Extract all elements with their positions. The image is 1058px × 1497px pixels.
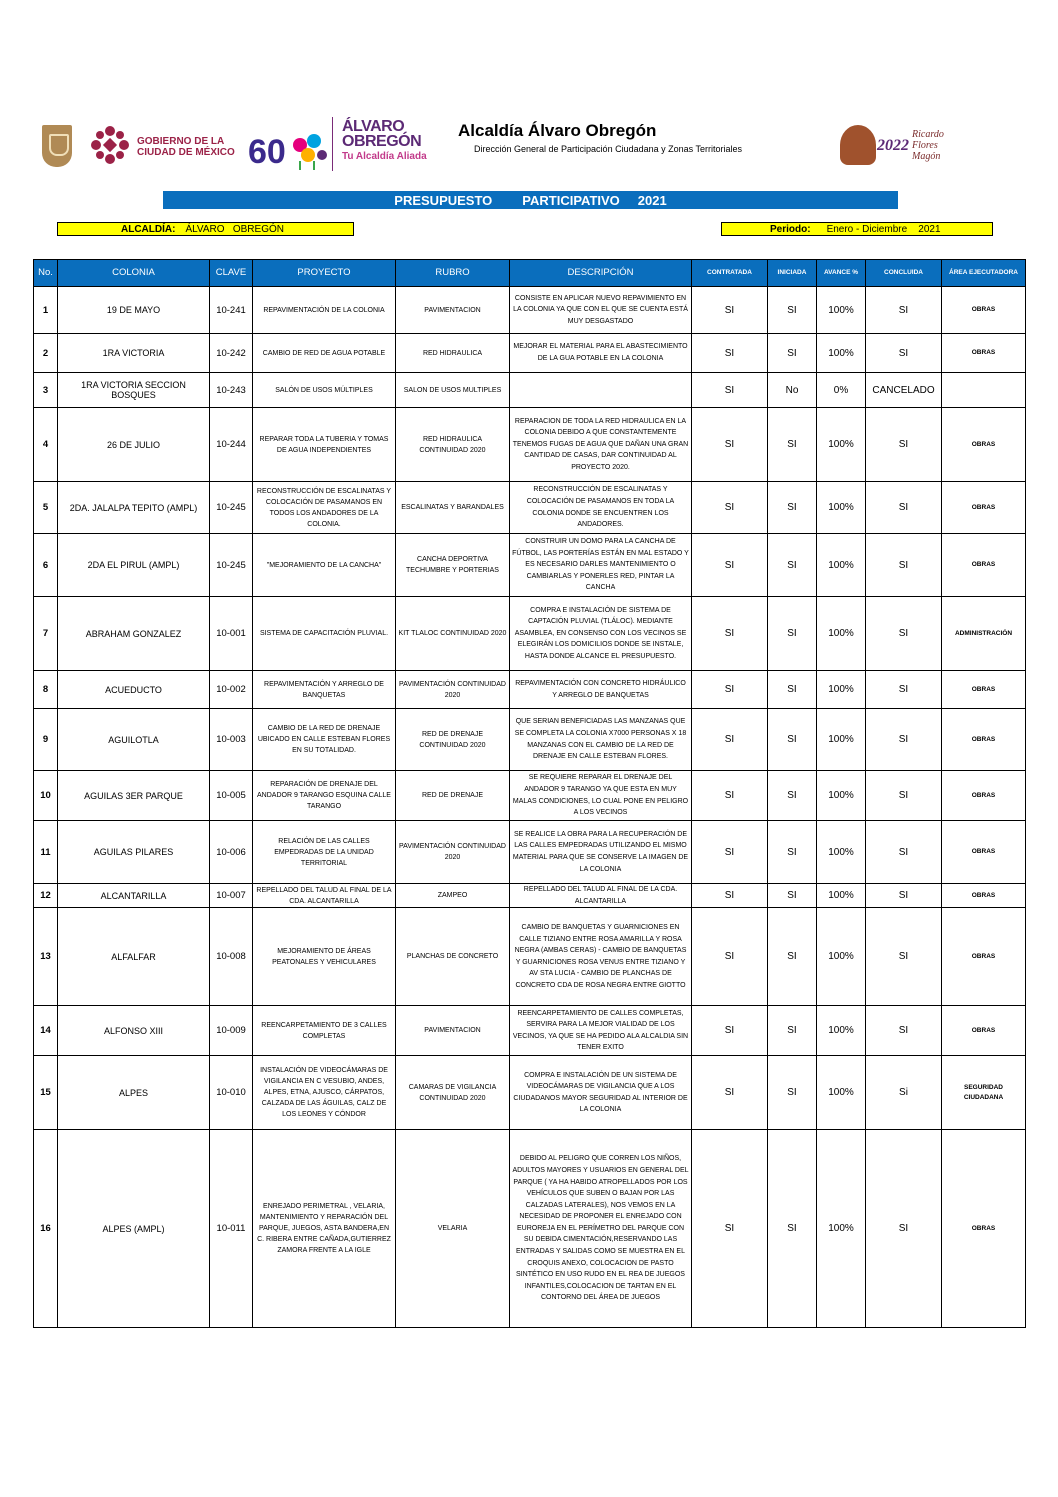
cell-rubro: PAVIMENTACIÓN CONTINUIDAD 2020 — [396, 821, 510, 884]
cdmx-line-1: GOBIERNO DE LA — [137, 136, 225, 147]
cell-iniciada: SI — [768, 771, 817, 821]
col-header-iniciada: INICIADA — [768, 260, 817, 287]
cell-iniciada: SI — [768, 287, 817, 334]
cell-proyecto: RELACIÓN DE LAS CALLES EMPEDRADAS DE LA UNIDAD TERRITORIAL — [253, 821, 396, 884]
cell-descripcion: MEJORAR EL MATERIAL PARA EL ABASTECIMIENTO DE LA GUA POTABLE EN LA COLONIA — [510, 334, 692, 373]
periodo-value: Enero - Diciembre 2021 — [826, 223, 941, 235]
cell-iniciada: SI — [768, 709, 817, 771]
cell-concluida: SI — [866, 908, 942, 1006]
cell-iniciada: SI — [768, 821, 817, 884]
cell-concluida: SI — [866, 287, 942, 334]
cell-concluida: SI — [866, 1130, 942, 1328]
cell-area: OBRAS — [942, 334, 1026, 373]
cell-colonia: ALFONSO XIII — [58, 1006, 210, 1056]
cell-descripcion: REPARACION DE TODA LA RED HIDRAULICA EN LA COLONIA DEBIDO A QUE CONSTANTEMENTE TENEMOS FUGAS DE AGUA QUE DAÑAN UNA GRAN CANTIDAD DE CASAS, DAR CONTINUIDAD AL PROYECTO 2020. — [510, 408, 692, 482]
cell-clave: 10-010 — [210, 1056, 253, 1130]
cell-rubro: ZAMPEO — [396, 884, 510, 908]
cell-rubro: RED HIDRAULICA CONTINUIDAD 2020 — [396, 408, 510, 482]
cell-colonia: ABRAHAM GONZALEZ — [58, 597, 210, 671]
table-row — [34, 534, 1026, 597]
cell-iniciada: SI — [768, 1130, 817, 1328]
cell-clave: 10-244 — [210, 408, 253, 482]
table-row — [34, 597, 1026, 671]
cell-colonia: ALCANTARILLA — [58, 884, 210, 908]
cell-contratada: SI — [692, 771, 768, 821]
cell-avance: 100% — [817, 1006, 866, 1056]
cell-descripcion: DEBIDO AL PELIGRO QUE CORREN LOS NIÑOS, ADULTOS MAYORES Y USUARIOS EN GENERAL DEL PARQUE ( YA HA HABIDO ATROPELLADOS POR LOS VEHÍCULOS QUE SUBEN O BAJAN POR LAS CALZADAS LATERALES), NOS VEMOS EN LA NECESIDAD DE PROPONER EL ENREJADO CON EUROREJA EN EL PERÍMETRO DEL PARQUE CON SU DEBIDA CIMENTACIÓN,RESERVANDO LAS ENTRADAS Y SALIDAS COMO SE MUESTRA EN EL CROQUIS ANEXO, COLOCACION DE PASTO SINTÉTICO EN USO RUDO EN EL REA DE JUEGOS INFANTILES,COLOCACION DE TARTAN EN EL CONTORNO DEL ÁREA DE JUEGOS — [510, 1130, 692, 1328]
cell-clave: 10-006 — [210, 821, 253, 884]
cell-rubro: RED DE DRENAJE CONTINUIDAD 2020 — [396, 709, 510, 771]
cell-iniciada: SI — [768, 408, 817, 482]
table-row — [34, 408, 1026, 482]
header-logos — [40, 115, 1030, 175]
cell-clave: 10-009 — [210, 1006, 253, 1056]
projects-table — [33, 259, 1026, 1328]
cell-rubro: VELARIA — [396, 1130, 510, 1328]
col-header-no: No. — [34, 260, 58, 287]
cell-clave: 10-005 — [210, 771, 253, 821]
cell-no: 6 — [34, 534, 58, 597]
cell-iniciada: SI — [768, 334, 817, 373]
table-row — [34, 373, 1026, 408]
cell-avance: 100% — [817, 884, 866, 908]
cell-descripcion: REPAVIMENTACIÓN CON CONCRETO HIDRÁULICO Y ARREGLO DE BANQUETAS — [510, 671, 692, 709]
cell-proyecto: REPAVIMENTACIÓN Y ARREGLO DE BANQUETAS — [253, 671, 396, 709]
table-header-row — [34, 260, 1026, 287]
cell-no: 8 — [34, 671, 58, 709]
cell-no: 13 — [34, 908, 58, 1006]
periodo-box — [721, 222, 993, 236]
cell-descripcion: QUE SERIAN BENEFICIADAS LAS MANZANAS QUE SE COMPLETA LA COLONIA X7000 PERSONAS X 18 MANZANAS CON EL CAMBIO DE LA RED DE DRENAJE EN CALLE ESTEBAN FLORES. — [510, 709, 692, 771]
ao-line-2: OBREGÓN — [342, 133, 422, 150]
cdmx-logo-icon — [90, 125, 130, 165]
cell-clave: 10-002 — [210, 671, 253, 709]
page-subtitle: Dirección General de Participación Ciudadana y Zonas Territoriales — [474, 144, 742, 154]
table-row — [34, 334, 1026, 373]
cell-avance: 100% — [817, 1056, 866, 1130]
cell-rubro: PAVIMENTACION — [396, 1006, 510, 1056]
cell-no: 3 — [34, 373, 58, 408]
cell-descripcion: CAMBIO DE BANQUETAS Y GUARNICIONES EN CALLE TIZIANO ENTRE ROSA AMARILLA Y ROSA NEGRA (AMBAS CERAS) - CAMBIO DE BANQUETAS Y GUARNICIONES ROSA VENUS ENTRE TIZIANO Y AV STA LUCIA - CAMBIO DE PLANCHAS DE CONCRETO CDA DE ROSA NEGRA ENTRE GIOTTO — [510, 908, 692, 1006]
cell-colonia: ALPES — [58, 1056, 210, 1130]
cell-rubro: CANCHA DEPORTIVA TECHUMBRE Y PORTERIAS — [396, 534, 510, 597]
logo-name-3: Magón — [912, 151, 941, 162]
cell-avance: 100% — [817, 334, 866, 373]
logo-divider — [332, 117, 333, 171]
cell-contratada: SI — [692, 821, 768, 884]
col-header-descripcion: DESCRIPCIÓN — [510, 260, 692, 287]
cell-area: OBRAS — [942, 771, 1026, 821]
table-row — [34, 482, 1026, 534]
cell-area: SEGURIDAD CIUDADANA — [942, 1056, 1026, 1130]
col-header-proyecto: PROYECTO — [253, 260, 396, 287]
cell-area: OBRAS — [942, 709, 1026, 771]
cell-no: 7 — [34, 597, 58, 671]
cell-no: 1 — [34, 287, 58, 334]
cell-avance: 0% — [817, 373, 866, 408]
cell-proyecto: MEJORAMIENTO DE ÁREAS PEATONALES Y VEHICULARES — [253, 908, 396, 1006]
cell-proyecto: CAMBIO DE LA RED DE DRENAJE UBICADO EN CALLE ESTEBAN FLORES EN SU TOTALIDAD. — [253, 709, 396, 771]
cell-iniciada: SI — [768, 534, 817, 597]
col-header-area: ÁREA EJECUTADORA — [942, 260, 1026, 287]
cell-contratada: SI — [692, 671, 768, 709]
cell-avance: 100% — [817, 821, 866, 884]
cell-iniciada: SI — [768, 597, 817, 671]
cell-area: OBRAS — [942, 908, 1026, 1006]
cell-proyecto: INSTALACIÓN DE VIDEOCÁMARAS DE VIGILANCIA EN C VESUBIO, ANDES, ALPES, ETNA, AJUSCO, CÁRPATOS, CALZADA DE LAS ÁGUILAS, CALZ DE LOS LEONES Y CÓNDOR — [253, 1056, 396, 1130]
cell-contratada: SI — [692, 597, 768, 671]
cell-descripcion: RECONSTRUCCIÓN DE ESCALINATAS Y COLOCACIÓN DE PASAMANOS EN TODA LA COLONIA DONDE SE ENCUENTREN LOS ANDADORES. — [510, 482, 692, 534]
banner-word-2: PARTICIPATIVO — [522, 192, 620, 208]
cell-concluida: SI — [866, 884, 942, 908]
cell-colonia: 2DA EL PIRUL (AMPL) — [58, 534, 210, 597]
cell-colonia: 1RA VICTORIA — [58, 334, 210, 373]
cell-no: 14 — [34, 1006, 58, 1056]
cell-avance: 100% — [817, 709, 866, 771]
cell-concluida: SI — [866, 482, 942, 534]
svg-text:60: 60 — [248, 133, 286, 171]
cell-iniciada: SI — [768, 884, 817, 908]
cell-clave: 10-008 — [210, 908, 253, 1006]
table-row — [34, 671, 1026, 709]
cell-iniciada: SI — [768, 1006, 817, 1056]
cell-rubro: PAVIMENTACIÓN CONTINUIDAD 2020 — [396, 671, 510, 709]
cell-contratada: SI — [692, 1006, 768, 1056]
cell-rubro: RED HIDRAULICA — [396, 334, 510, 373]
cell-proyecto: CAMBIO DE RED DE AGUA POTABLE — [253, 334, 396, 373]
table-row — [34, 908, 1026, 1006]
cell-avance: 100% — [817, 771, 866, 821]
table-row — [34, 771, 1026, 821]
col-header-colonia: COLONIA — [58, 260, 210, 287]
cell-contratada: SI — [692, 287, 768, 334]
cell-contratada: SI — [692, 534, 768, 597]
cell-rubro: KIT TLALOC CONTINUIDAD 2020 — [396, 597, 510, 671]
cell-concluida: SI — [866, 534, 942, 597]
cell-descripcion: CONSTRUIR UN DOMO PARA LA CANCHA DE FÚTBOL, LAS PORTERÍAS ESTÁN EN MAL ESTADO Y ES NECESARIO DARLES MANTENIMIENTO O CAMBIARLAS Y PONERLES RED, PINTAR LA CANCHA — [510, 534, 692, 597]
table-row — [34, 1056, 1026, 1130]
cell-proyecto: "MEJORAMIENTO DE LA CANCHA" — [253, 534, 396, 597]
cell-no: 10 — [34, 771, 58, 821]
cell-area: OBRAS — [942, 671, 1026, 709]
cell-concluida: SI — [866, 821, 942, 884]
cell-clave: 10-242 — [210, 334, 253, 373]
cell-iniciada: SI — [768, 1056, 817, 1130]
cell-area: ADMINISTRACIÓN — [942, 597, 1026, 671]
cell-iniciada: SI — [768, 482, 817, 534]
cdmx-logo-text — [137, 136, 235, 158]
cell-proyecto: REPARACIÓN DE DRENAJE DEL ANDADOR 9 TARANGO ESQUINA CALLE TARANGO — [253, 771, 396, 821]
cell-avance: 100% — [817, 482, 866, 534]
ao-tagline: Tu Alcaldía Aliada — [342, 151, 427, 162]
cell-proyecto: REPELLADO DEL TALUD AL FINAL DE LA CDA. ALCANTARILLA — [253, 884, 396, 908]
cell-contratada: SI — [692, 709, 768, 771]
cdmx-line-2: CIUDAD DE MÉXICO — [137, 147, 235, 158]
col-header-concluida: CONCLUIDA — [866, 260, 942, 287]
table-body — [34, 287, 1026, 1328]
cell-no: 16 — [34, 1130, 58, 1328]
cell-rubro: SALON DE USOS MULTIPLES — [396, 373, 510, 408]
coat-of-arms-icon — [42, 125, 72, 167]
cell-rubro: ESCALINATAS Y BARANDALES — [396, 482, 510, 534]
cell-iniciada: SI — [768, 671, 817, 709]
cell-rubro: CAMARAS DE VIGILANCIA CONTINUIDAD 2020 — [396, 1056, 510, 1130]
cell-rubro: PAVIMENTACION — [396, 287, 510, 334]
col-header-contratada: CONTRATADA — [692, 260, 768, 287]
alvaro-obregon-logo — [342, 119, 427, 164]
cell-clave: 10-007 — [210, 884, 253, 908]
cell-no: 9 — [34, 709, 58, 771]
cell-avance: 100% — [817, 597, 866, 671]
cell-area: OBRAS — [942, 534, 1026, 597]
budget-banner — [163, 191, 898, 209]
table-row — [34, 1130, 1026, 1328]
cell-area: OBRAS — [942, 1130, 1026, 1328]
table-row — [34, 821, 1026, 884]
cell-concluida: SI — [866, 597, 942, 671]
cell-no: 15 — [34, 1056, 58, 1130]
col-header-rubro: RUBRO — [396, 260, 510, 287]
col-header-avance: AVANCE % — [817, 260, 866, 287]
logo-year: 2022 — [877, 137, 909, 154]
cell-contratada: SI — [692, 1056, 768, 1130]
alcaldia-label: ALCALDÍA: — [121, 223, 176, 235]
cell-contratada: SI — [692, 408, 768, 482]
banner-word-3: 2021 — [637, 192, 667, 208]
cell-clave: 10-003 — [210, 709, 253, 771]
periodo-label: Periodo: — [770, 223, 811, 235]
cell-avance: 100% — [817, 408, 866, 482]
alcaldia-value: ÁLVARO OBREGÓN — [185, 223, 284, 235]
cell-clave: 10-243 — [210, 373, 253, 408]
cell-no: 4 — [34, 408, 58, 482]
table-row — [34, 884, 1026, 908]
cell-colonia: AGUILAS 3ER PARQUE — [58, 771, 210, 821]
cell-proyecto: SALÓN DE USOS MÚLTIPLES — [253, 373, 396, 408]
cell-iniciada: SI — [768, 908, 817, 1006]
cell-concluida: SI — [866, 671, 942, 709]
cell-contratada: SI — [692, 908, 768, 1006]
cell-area: OBRAS — [942, 821, 1026, 884]
cell-clave: 10-245 — [210, 534, 253, 597]
table-row — [34, 709, 1026, 771]
cell-colonia: ACUEDUCTO — [58, 671, 210, 709]
cell-colonia: ALPES (AMPL) — [58, 1130, 210, 1328]
cell-area: OBRAS — [942, 482, 1026, 534]
cell-colonia: AGUILOTLA — [58, 709, 210, 771]
cell-proyecto: ENREJADO PERIMETRAL , VELARIA, MANTENIMIENTO Y REPARACIÓN DEL PARQUE, JUEGOS, ASTA BANDERA,EN C. RIBERA ENTRE CAÑADA,GUTIERREZ ZAMORA FRENTE A LA IGLE — [253, 1130, 396, 1328]
logo-name-1: Ricardo — [912, 129, 944, 140]
cell-rubro: PLANCHAS DE CONCRETO — [396, 908, 510, 1006]
cell-descripcion: SE REQUIERE REPARAR EL DRENAJE DEL ANDADOR 9 TARANGO YA QUE ESTA EN MUY MALAS CONDICIONES, LO CUAL PONE EN PELIGRO A LOS VECINOS — [510, 771, 692, 821]
cell-no: 2 — [34, 334, 58, 373]
cell-proyecto: RECONSTRUCCIÓN DE ESCALINATAS Y COLOCACIÓN DE PASAMANOS EN TODOS LOS ANDADORES DE LA COLONIA. — [253, 482, 396, 534]
cell-descripcion: CONSISTE EN APLICAR NUEVO REPAVIMIENTO EN LA COLONIA YA QUE CON EL QUE SE CUENTA ESTÁ MUY DESGASTADO — [510, 287, 692, 334]
cell-contratada: SI — [692, 373, 768, 408]
cell-area — [942, 373, 1026, 408]
cell-clave: 10-245 — [210, 482, 253, 534]
cell-descripcion: COMPRA E INSTALACIÓN DE UN SISTEMA DE VIDEOCÁMARAS DE VIGILANCIA QUE A LOS CIUDADANOS MAYOR SEGURIDAD AL INTERIOR DE LA COLONIA — [510, 1056, 692, 1130]
page-title: Alcaldía Álvaro Obregón — [458, 121, 657, 140]
table-row — [34, 1006, 1026, 1056]
table-row — [34, 287, 1026, 334]
cell-avance: 100% — [817, 908, 866, 1006]
cell-descripcion: REPELLADO DEL TALUD AL FINAL DE LA CDA. ALCANTARILLA — [510, 884, 692, 908]
cell-concluida: SI — [866, 771, 942, 821]
cell-colonia: ALFALFAR — [58, 908, 210, 1006]
cell-clave: 10-011 — [210, 1130, 253, 1328]
cell-proyecto: REPAVIMENTACIÓN DE LA COLONIA — [253, 287, 396, 334]
cell-colonia: AGUILAS PILARES — [58, 821, 210, 884]
flores-magon-logo — [840, 125, 950, 169]
cell-colonia: 1RA VICTORIA SECCION BOSQUES — [58, 373, 210, 408]
cell-concluida: SI — [866, 1006, 942, 1056]
cell-area: OBRAS — [942, 287, 1026, 334]
cell-avance: 100% — [817, 1130, 866, 1328]
alcaldia-box — [57, 222, 354, 236]
cell-descripcion: COMPRA E INSTALACIÓN DE SISTEMA DE CAPTACIÓN PLUVIAL (TLÁLOC). MEDIANTE ASAMBLEA, EN CONSENSO CON LOS VECINOS SE ELEGIRÁN LOS DOMICILIOS DONDE SE INSTALE, HASTA DONDE ALCANCE EL PRESUPUESTO. — [510, 597, 692, 671]
cell-avance: 100% — [817, 534, 866, 597]
cell-descripcion: SE REALICE LA OBRA PARA LA RECUPERACIÓN DE LAS CALLES EMPEDRADAS UTILIZANDO EL MISMO MATERIAL PARA QUE SE CONSERVE LA IMAGEN DE LA COLONIA — [510, 821, 692, 884]
cell-avance: 100% — [817, 287, 866, 334]
cell-proyecto: SISTEMA DE CAPACITACIÓN PLUVIAL. — [253, 597, 396, 671]
cell-no: 12 — [34, 884, 58, 908]
cell-iniciada: No — [768, 373, 817, 408]
col-header-clave: CLAVE — [210, 260, 253, 287]
cell-contratada: SI — [692, 884, 768, 908]
cell-area: OBRAS — [942, 408, 1026, 482]
cell-colonia: 19 DE MAYO — [58, 287, 210, 334]
cell-no: 5 — [34, 482, 58, 534]
cell-concluida: SI — [866, 334, 942, 373]
cell-contratada: SI — [692, 1130, 768, 1328]
cell-no: 11 — [34, 821, 58, 884]
banner-word-1: PRESUPUESTO — [394, 192, 493, 208]
cell-contratada: SI — [692, 334, 768, 373]
cell-descripcion — [510, 373, 692, 408]
cell-concluida: SI — [866, 709, 942, 771]
ao-line-1: ÁLVARO — [342, 118, 405, 135]
cell-contratada: SI — [692, 482, 768, 534]
cell-proyecto: REENCARPETAMIENTO DE 3 CALLES COMPLETAS — [253, 1006, 396, 1056]
cell-colonia: 26 DE JULIO — [58, 408, 210, 482]
cell-avance: 100% — [817, 671, 866, 709]
logo-name — [912, 129, 944, 162]
cell-concluida: SI — [866, 408, 942, 482]
cell-concluida: Si — [866, 1056, 942, 1130]
cell-clave: 10-001 — [210, 597, 253, 671]
cell-colonia: 2DA. JALALPA TEPITO (AMPL) — [58, 482, 210, 534]
cell-area: OBRAS — [942, 1006, 1026, 1056]
cell-descripcion: REENCARPETAMIENTO DE CALLES COMPLETAS, SERVIRA PARA LA MEJOR VIALIDAD DE LOS VECINOS, YA QUE SE HA PEDIDO ALA ALCALDIA SIN TENER EXITO — [510, 1006, 692, 1056]
cell-rubro: RED DE DRENAJE — [396, 771, 510, 821]
portrait-icon — [840, 125, 876, 165]
cell-concluida: CANCELADO — [866, 373, 942, 408]
cell-clave: 10-241 — [210, 287, 253, 334]
cell-area: OBRAS — [942, 884, 1026, 908]
cell-proyecto: REPARAR TODA LA TUBERIA Y TOMAS DE AGUA INDEPENDIENTES — [253, 408, 396, 482]
logo-name-2: Flores — [912, 140, 938, 151]
anniversary-logo-icon — [246, 123, 328, 171]
